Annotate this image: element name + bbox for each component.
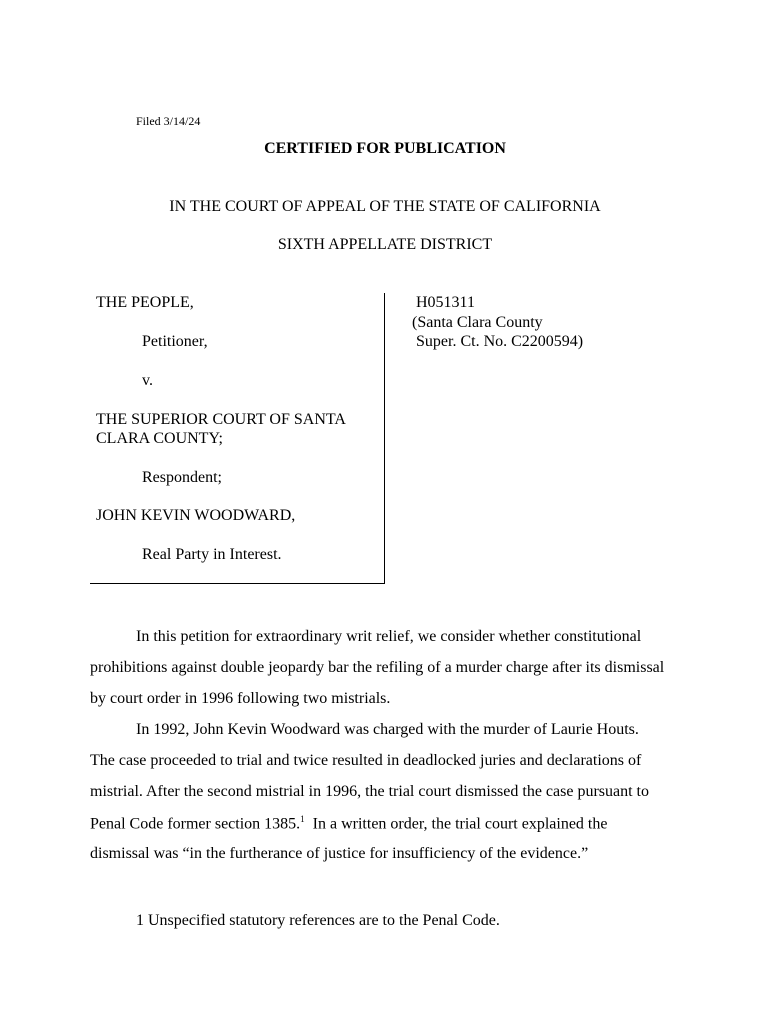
- paragraph-2-line-1: In 1992, John Kevin Woodward was charged with the murder of Laurie Houts.: [136, 721, 639, 738]
- caption-vertical-rule: [384, 293, 385, 583]
- paragraph-1-line-1: In this petition for extraordinary writ relief, we consider whether constitutional: [136, 628, 642, 645]
- petitioner-name: THE PEOPLE,: [96, 294, 194, 311]
- court-name: IN THE COURT OF APPEAL OF THE STATE OF CALIFORNIA: [169, 198, 601, 215]
- paragraph-1-line-3: by court order in 1996 following two mistrials.: [90, 690, 391, 707]
- real-party-name: JOHN KEVIN WOODWARD,: [96, 507, 296, 524]
- filed-date: Filed 3/14/24: [136, 114, 201, 128]
- respondent-name-line2: CLARA COUNTY;: [96, 430, 223, 447]
- real-party-role: Real Party in Interest.: [142, 546, 282, 563]
- certified-heading: CERTIFIED FOR PUBLICATION: [264, 140, 506, 157]
- respondent-name-line1: THE SUPERIOR COURT OF SANTA: [96, 411, 346, 428]
- paragraph-2-line-5: dismissal was “in the furtherance of justice for insufficiency of the evidence.”: [90, 845, 589, 862]
- versus: v.: [142, 372, 153, 389]
- respondent-role: Respondent;: [142, 469, 222, 486]
- paragraph-2-line-4-text-b: In a written order, the trial court explained the: [304, 815, 608, 833]
- paragraph-2-line-3: mistrial. After the second mistrial in 1996, the trial court dismissed the case pursuant to: [90, 783, 649, 800]
- paragraph-1-line-2: prohibitions against double jeopardy bar the refiling of a murder charge after its dismissal: [90, 659, 665, 676]
- caption-horizontal-rule: [90, 583, 385, 584]
- lower-court-line1: (Santa Clara County: [412, 314, 543, 331]
- footnote-1: 1 Unspecified statutory references are to the Penal Code.: [136, 912, 500, 929]
- footnote-reference[interactable]: 1: [300, 814, 305, 824]
- district-name: SIXTH APPELLATE DISTRICT: [277, 236, 493, 253]
- petitioner-role: Petitioner,: [142, 333, 208, 350]
- paragraph-2-line-4: [90, 814, 607, 833]
- lower-court-line2: Super. Ct. No. C2200594): [416, 333, 584, 350]
- paragraph-2-line-4-text-a: Penal Code former section 1385.: [90, 815, 301, 833]
- paragraph-2-line-2: The case proceeded to trial and twice resulted in deadlocked juries and declarations of: [90, 752, 642, 769]
- case-number: H051311: [416, 294, 475, 311]
